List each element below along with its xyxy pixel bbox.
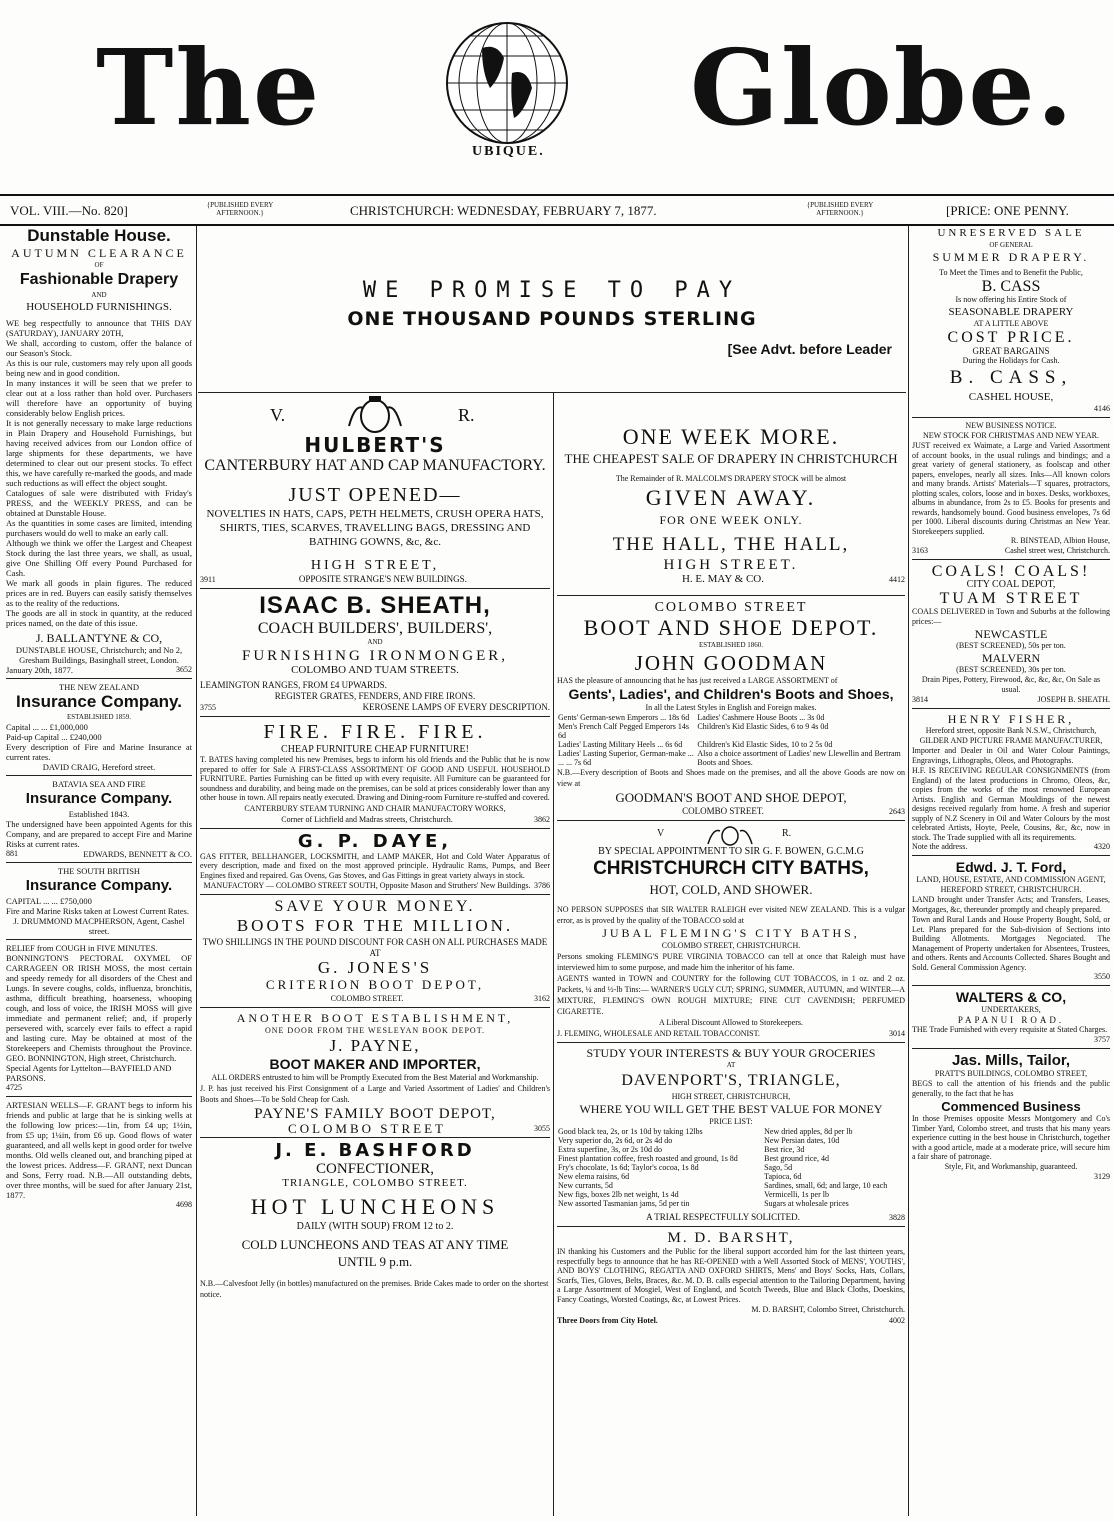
- ad-text: T. BATES having completed his new Premises, begs to inform his old friends and the Public that he is now prepared to offer for Sale A FIRST-CLASS ASSORTMENT OF GOOD AND USEFUL HOUSEHOLD FURNITURE. Parties Furnishing can be fitted up with every requisite. All Furniture can be guaranteed for soundness and durability, and being made on the premises, can be sold at prices considerably lower than any other house in town. All repairs neatly executed. Drawing and Dining-room Furniture re-stuffed and covered.: [200, 755, 550, 802]
- ad-line: CANTERBURY HAT AND CAP MANUFACTORY.: [204, 457, 546, 474]
- price-cell: Children's Kid Elastic Sides, 6 to 9 4s 0d: [697, 722, 829, 731]
- dateline: [0, 194, 1114, 226]
- ad-text: TWO SHILLINGS IN THE POUND DISCOUNT FOR CASH ON ALL PURCHASES MADE AT: [202, 937, 548, 958]
- ad-address: OPPOSITE STRANGE'S NEW BUILDINGS.: [298, 574, 467, 584]
- ad-text: BEGS to call the attention of his friends and the public generally, to the fact that he has: [912, 1079, 1110, 1098]
- ad-line: Established 1843.: [68, 809, 130, 819]
- ad-line: Capital ... ... £1,000,000: [6, 722, 88, 732]
- ad-south-british-insurance: [6, 866, 192, 936]
- price-cell: Sugars at wholesale prices: [764, 1199, 849, 1208]
- ad-isaac-sheath: [200, 592, 550, 713]
- ad-line: PRICE LIST:: [709, 1117, 753, 1126]
- banner-line: ONE THOUSAND POUNDS STERLING: [347, 308, 757, 330]
- ad-bashford: [200, 1141, 550, 1300]
- column-1: [6, 226, 192, 1516]
- ad-line: BY SPECIAL APPOINTMENT TO SIR G. F. BOWEN, G.C.M.G: [598, 846, 864, 857]
- ad-line: FURNISHING IRONMONGER,: [241, 648, 508, 664]
- ad-line: GILDER AND PICTURE FRAME MANUFACTURER,: [919, 736, 1103, 745]
- ad-title: CHRISTCHURCH CITY BATHS,: [593, 858, 869, 879]
- ad-line: PAYNE'S FAMILY BOOT DEPOT,: [254, 1106, 496, 1122]
- ad-number: 3550: [1094, 972, 1110, 981]
- ad-line: STUDY YOUR INTERESTS & BUY YOUR GROCERIES: [586, 1046, 876, 1060]
- ad-number: 3755: [200, 703, 216, 712]
- ad-one-week-more: [557, 396, 905, 585]
- ad-signature: M. D. BARSHT, Colombo Street, Christchurch.: [751, 1305, 905, 1314]
- ad-line: Three Doors from City Hotel.: [557, 1316, 658, 1325]
- banner-line: [See Advt. before Leader: [727, 341, 892, 357]
- price-cell: Ladies' Lasting Superior, German-make ... ... ... 7s 6d: [558, 749, 694, 767]
- ad-text: HAS the pleasure of announcing that he has just received a LARGE ASSORTMENT of: [557, 676, 838, 685]
- ad-number: 3786: [534, 881, 550, 890]
- ad-line: COLOMBO STREET: [654, 600, 808, 615]
- price-cell: Very superior do, 2s 6d, or 2s 4d do: [558, 1136, 673, 1145]
- ad-city-baths: [557, 824, 905, 1039]
- ad-text: A Liberal Discount Allowed to Storekeepers.: [659, 1018, 803, 1027]
- ad-line: HIGH STREET.: [663, 557, 799, 573]
- volume-number: VOL. VIII.—No. 820]: [10, 203, 128, 218]
- price-cell: New assorted Tasmanian jams, 5d per tin: [558, 1199, 690, 1208]
- ad-line: JUBAL FLEMING'S CITY BATHS,: [602, 926, 860, 940]
- ad-line: B. CASS,: [949, 367, 1073, 388]
- ad-text: We shall, according to custom, offer the balance of our Season's Stock.: [6, 338, 192, 358]
- ad-line: MALVERN: [981, 651, 1041, 665]
- ad-agent: EDWARDS, BENNETT & CO.: [83, 849, 192, 859]
- ad-text: Is now offering his Entire Stock of: [955, 295, 1067, 304]
- ad-text: NOVELTIES IN HATS, CAPS, PETH HELMETS, CRUSH OPERA HATS, SHIRTS, TIES, SCARVES, TRAVELLING BAGS, DRESSING AND BATHING GOWNS, &c, &c.: [206, 508, 544, 548]
- price-cell: Children's Kid Elastic Sides, 10 to 2 5s 0d: [697, 740, 833, 749]
- ad-text: COALS DELIVERED in Town and Suburbs at the following prices:—: [912, 607, 1110, 626]
- ad-text: BONNINGTON'S PECTORAL OXYMEL OF CARRAGEEN OR IRISH MOSS, the most certain and speedy remedy for all disorders of the Chest and Lungs. In severe coughs, colds, influenza, bronchitis, asthma, difficult breathing, hoarseness, whooping cough, and loss of voice, the IRISH MOSS will give immediate and permanent relief; and, if properly persevered with, scarcely ever fails to effect a rapid and lasting cure. May be obtained at most of the Storekeepers and Chemists throughout the Province. GEO. BONNINGTON, High street, Christchurch.: [6, 953, 192, 1063]
- ad-address: HIGH STREET, CHRISTCHURCH,: [671, 1092, 791, 1101]
- ad-text: We mark all goods in plain figures. The reduced prices are in red. Buyers can easily satisfy themselves as to the reality of the reductions.: [6, 578, 192, 608]
- ad-line: Gents', Ladies', and Children's Boots and Shoes,: [568, 686, 894, 702]
- ad-line: In all the Latest Styles in English and Foreign makes.: [645, 703, 817, 712]
- ad-number: 4002: [889, 1316, 905, 1325]
- ad-line: BATAVIA SEA AND FIRE: [52, 779, 146, 789]
- grocery-price-table: [557, 1127, 905, 1208]
- ad-line: AUTUMN CLEARANCE: [11, 246, 187, 260]
- ad-line: LAND, HOUSE, ESTATE, AND COMMISSION AGENT,: [916, 875, 1106, 884]
- ad-line: (BEST SCREENED), 30s per ton.: [956, 665, 1066, 674]
- ad-text: In many instances it will be seen that we prefer to clear out at a loss rather than hold over. Purchasers will therefore have an opportunity of buying considerably below English prices.: [6, 378, 192, 418]
- ad-text: WE beg respectfully to announce that THIS DAY (SATURDAY), JANUARY 20TH,: [6, 318, 192, 338]
- ad-line: NEWCASTLE: [974, 627, 1048, 641]
- ad-edwd-ford: [912, 859, 1110, 982]
- ad-text: GAS FITTER, BELLHANGER, LOCKSMITH, and LAMP MAKER, Hot and Cold Water Apparatus of every description, made and fixed on the most approved principle. Hydraulic Rams, Pumps, and Beer Engines fixed and repaired. Gas Ovens, Gas Stoves, and Gas Fittings in great variety always in stock.: [200, 851, 550, 880]
- ad-line: HOUSEHOLD FURNISHINGS.: [26, 301, 172, 313]
- price-cell: Best rice, 3d: [764, 1145, 805, 1154]
- ad-bonnington-oxymel: [6, 943, 192, 1093]
- ad-line: ONE DOOR FROM THE WESLEYAN BOOK DEPOT.: [264, 1026, 485, 1035]
- ad-firm: H. E. MAY & CO.: [681, 573, 764, 585]
- ad-address: COLOMBO STREET, CHRISTCHURCH.: [661, 941, 801, 950]
- ad-text: IN thanking his Customers and the Public for the liberal support accorded him for the last thirteen years, respectfully begs to announce that he has RE-OPENED with a Well Assorted Stock of MENS', YOUTHS', AND BOYS' CLOTHING, REGATTA AND OXFORD SHIRTS, Mens' and Boys' Socks, Hats, Collars, Scarfs, Ties, Gloves, Belts, Braces, &c. M. D. B. calls especial attention to the Tailoring Department, having a Large Assortment of Mosgiel, West of England, and Scotch Tweeds, Blue and Black Cloths, Doeskins, Fancy Coatings, Worsted Coatings, &c, at Lowest Prices.: [557, 1247, 905, 1304]
- ad-line: G. JONES'S: [317, 958, 433, 977]
- ad-title: Insurance Company.: [25, 877, 173, 894]
- ad-signature: JOSEPH B. SHEATH.: [1037, 695, 1110, 704]
- ad-text: N.B.—Every description of Boots and Shoes made on the premises, and all the above Goods are now on view at: [557, 768, 905, 788]
- ad-line: JUST OPENED—: [288, 484, 462, 506]
- ad-title: BOOT AND SHOE DEPOT.: [583, 615, 879, 640]
- ad-number: 3163: [912, 546, 928, 555]
- ad-title: COALS! COALS!: [931, 563, 1091, 580]
- ad-line: CITY COAL DEPOT,: [966, 579, 1056, 590]
- masthead-title-right: Globe.: [690, 26, 1075, 149]
- ad-number: 4698: [176, 1200, 192, 1209]
- ad-line: NEW STOCK FOR CHRISTMAS AND NEW YEAR.: [923, 431, 1099, 440]
- ad-title: Jas. Mills, Tailor,: [951, 1052, 1071, 1069]
- ad-line: A TRIAL RESPECTFULLY SOLICITED.: [646, 1212, 800, 1222]
- boot-price-table: [557, 713, 905, 767]
- ad-number: 3014: [889, 1029, 905, 1038]
- ad-number: 4725: [6, 1083, 22, 1092]
- ad-number: 3757: [1094, 1035, 1110, 1044]
- ad-text: THE Trade Furnished with every requisite at Stated Charges.: [912, 1025, 1108, 1034]
- price-cell: Gents' German-sewn Emperors ... 18s 6d: [558, 713, 690, 722]
- ad-jones-criterion: [200, 898, 550, 1004]
- ad-line: OF GENERAL: [989, 241, 1033, 249]
- ad-number: 2643: [889, 807, 905, 816]
- ad-text: Fire and Marine Risks taken at Lowest Current Rates.: [6, 906, 189, 916]
- price-cell: Extra superfine, 3s, or 2s 10d do: [558, 1145, 662, 1154]
- ad-line: DAILY (WITH SOUP) FROM 12 to 2.: [296, 1221, 454, 1232]
- ad-address: Cashel street west, Christchurch.: [1004, 546, 1110, 555]
- published-note-left: {PUBLISHED EVERY AFTERNOON.}: [206, 201, 274, 217]
- ad-batavia-insurance: [6, 779, 192, 859]
- ad-line: LEAMINGTON RANGES, FROM £4 UPWARDS.: [200, 680, 387, 690]
- ad-line: Note the address.: [912, 842, 968, 851]
- ad-line: SEASONABLE DRAPERY: [948, 306, 1074, 318]
- ad-title: ISAAC B. SHEATH,: [259, 592, 491, 619]
- ad-line: GIVEN AWAY.: [645, 485, 817, 510]
- masthead: [0, 0, 1114, 192]
- ad-date: January 20th, 1877.: [6, 665, 74, 675]
- ad-number: 3162: [534, 994, 550, 1003]
- ad-line: Special Agents for Lyttelton—BAYFIELD AND PARSONS.: [6, 1063, 172, 1083]
- ad-number: 3828: [889, 1213, 905, 1222]
- ad-line: AND: [367, 638, 383, 646]
- ad-title: FIRE. FIRE. FIRE.: [263, 721, 487, 743]
- ad-barsht: [557, 1230, 905, 1326]
- ad-line: THE NEW ZEALAND: [58, 682, 140, 692]
- ad-title: HENRY FISHER,: [947, 712, 1075, 726]
- ad-address: PAPANUI ROAD.: [957, 1015, 1065, 1025]
- ad-binstead: [912, 421, 1110, 556]
- ad-number: 3055: [533, 1124, 550, 1133]
- ad-text: Importer and Dealer in Oil and Water Colour Paintings, Engravings, Lithographs, Oleos, and Photographs.: [912, 746, 1110, 765]
- ad-line: Fashionable Drapery: [19, 271, 179, 288]
- ad-line: AT A LITTLE ABOVE: [973, 319, 1049, 328]
- ad-line: ESTABLISHED 1859.: [67, 713, 131, 721]
- ad-title: Insurance Company.: [25, 790, 173, 807]
- ad-line: BOOT MAKER AND IMPORTER,: [269, 1056, 481, 1072]
- ad-address: DUNSTABLE HOUSE, Christchurch; and No 2, Gresham Buildings, Basinghall street, London.: [15, 645, 183, 665]
- masthead-title-left: The: [96, 26, 322, 149]
- ad-line: Style, Fit, and Workmanship, guaranteed.: [944, 1161, 1078, 1171]
- ad-line: THE CHEAPEST SALE OF DRAPERY IN CHRISTCHURCH: [564, 451, 898, 466]
- ad-number: 3652: [176, 665, 192, 674]
- ad-address: PRATT'S BUILDINGS, COLOMBO STREET,: [934, 1069, 1088, 1078]
- price-cell: New figs, boxes 2lb net weight, 1s 4d: [558, 1190, 679, 1199]
- ad-number: 4412: [888, 575, 905, 584]
- ad-new-zealand-insurance: [6, 682, 192, 772]
- price-cell: Vermicelli, 1s per lb: [764, 1190, 829, 1199]
- ad-text: AGENTS wanted in TOWN and COUNTRY for the following CUT TOBACCOS, in 1 oz. and 2 oz. Packets, ¼ and ½-lb Tins:— WARNER'S UGLY CUT; SPRING, SUMMER, AUTUMN, and WINTER—A MIXTURE, FLEMING'S OWN ROUGH MIXTURE; FINE CUT CAVENDISH; PERFUMED CIGARETTE.: [557, 974, 905, 1016]
- ad-line: REGISTER GRATES, FENDERS, AND FIRE IRONS.: [274, 691, 476, 701]
- ad-walters-undertakers: [912, 989, 1110, 1045]
- ad-line: TUAM STREET: [939, 590, 1083, 607]
- price-cell: Sago, 5d: [764, 1163, 793, 1172]
- ad-line: THE SOUTH BRITISH: [57, 866, 141, 876]
- ad-address: COLOMBO STREET: [288, 1121, 446, 1136]
- ad-line: GREAT BARGAINS: [972, 346, 1050, 356]
- price-cell: Ladies' Lasting Military Heels ... 6s 6d: [558, 740, 683, 749]
- ad-line: V: [657, 828, 665, 839]
- price-cell: Ladies' Cashmere House Boots ... 3s 0d: [697, 713, 825, 722]
- ad-title: J. PAYNE,: [329, 1036, 421, 1055]
- column-rule: [553, 392, 554, 1516]
- ad-fire-furniture: [200, 720, 550, 825]
- published-note-right: {PUBLISHED EVERY AFTERNOON.}: [806, 201, 874, 217]
- ad-text: To Meet the Times and to Benefit the Public,: [939, 268, 1083, 277]
- ad-text: It is not generally necessary to make large reductions in Plain Drapery and Household Furnishings, but having received advices from our London office of large shipments for these departments, we have determined to clear out our present stocks. To effect this, we have carefully re-marked the goods, and made such reductions as will effect the object sought.: [6, 418, 192, 488]
- ad-number: 4320: [1094, 842, 1110, 851]
- ad-text: The goods are all in stock in quantity, at the reduced prices named, on the date of this issue.: [6, 608, 192, 628]
- price-cell: New dried apples, 8d per lb: [764, 1127, 853, 1136]
- ad-agent: J. DRUMMOND MACPHERSON, Agent, Cashel street.: [13, 916, 185, 936]
- ad-address: CASHEL HOUSE,: [968, 391, 1054, 403]
- ad-address: COLOMBO STREET.: [330, 994, 404, 1003]
- ad-number: 881: [6, 849, 18, 858]
- ad-number: 4146: [1094, 404, 1110, 413]
- ad-address: Corner of Lichfield and Madras streets, Christchurch.: [281, 814, 453, 824]
- ad-text: JUST received ex Waimate, a Large and Varied Assortment of account books, in the usual rulings and bindings; and a great variety of general stationery, as foolscap and other papers, envelopes, nearly all sizes. Inks—All known colors and many brands. Artists' Materials—T squares, protractors, plotting scales, colors, loose and in boxes. Desks, workboxes, albums in abundance, from 2s to £5. Books for presents and rewards, handsomely bound. Good business envelopes, 7s 6d per 1000. Liberal discounts during Christmas an New Year. Storekeepers supplied.: [912, 441, 1110, 536]
- ad-dunstable-house: [6, 226, 192, 675]
- ad-title: Insurance Company.: [16, 692, 182, 711]
- ad-line: HIGH STREET,: [310, 558, 440, 573]
- column-4: [912, 226, 1110, 1516]
- ad-line: AT: [726, 1061, 736, 1069]
- price-cell: New elema raisins, 6d: [558, 1172, 630, 1181]
- globe-icon: [442, 18, 572, 148]
- ad-title: DAVENPORT'S, TRIANGLE,: [621, 1072, 841, 1089]
- ad-address: COLOMBO STREET.: [682, 806, 764, 816]
- ad-line: CAPITAL ... ... £750,000: [6, 896, 92, 906]
- ad-daye: [200, 832, 550, 892]
- ad-signature: R. BINSTEAD, Albion House,: [1010, 536, 1110, 545]
- ad-text: The undersigned have been appointed Agents for this Company, and are prepared to accept Fire and Marine Risks at current rates.: [6, 819, 192, 849]
- ad-text: As this is our rule, customers may rely upon all goods being new and in good condition.: [6, 358, 192, 378]
- ad-line: R.: [782, 828, 792, 839]
- ad-text: LAND brought under Transfer Acts; and Transfers, Leases, Mortgages, &c, thereunder promptly and cheaply prepared.: [912, 895, 1110, 914]
- ad-line: CRITERION BOOT DEPOT,: [265, 977, 485, 992]
- ad-text: Every description of Fire and Marine Insurance at current rates.: [6, 742, 192, 762]
- ad-text: NO PERSON SUPPOSES that SIR WALTER RALEIGH ever visited NEW ZEALAND. This is a vulgar error, as is proved by the quality of the TOBACCO sold at: [557, 905, 905, 925]
- ad-text: Town and Rural Lands and House Property Bought, Sold, or Let. Plans prepared for the Sub-division of Sections into Building Allotments. Mortgages Negociated. The Management of Property undertaken for Absentees, Trustees, and others. Rents and Accounts Collected. Shares Bought and Sold. General Commission Agency.: [912, 915, 1110, 972]
- ad-text: Although we think we offer the Largest and Cheapest Stock during the last three years, we shall, as usual, give One Shilling Off every Pound Purchased for Cash.: [6, 538, 192, 578]
- ad-line: V.: [270, 405, 286, 425]
- issue-date: CHRISTCHURCH: WEDNESDAY, FEBRUARY 7, 1877.: [350, 203, 657, 218]
- ad-goodman-boots: [557, 599, 905, 817]
- ad-title: Dunstable House.: [27, 226, 171, 245]
- price-cell: New Persian dates, 10d: [764, 1136, 840, 1145]
- price-cell: Finest plantation coffee, fresh roasted and ground, 1s 8d: [558, 1154, 738, 1163]
- ad-cass-drapery: [912, 226, 1110, 414]
- ad-line: COLD LUNCHEONS AND TEAS AT ANY TIME: [241, 1237, 509, 1252]
- price-cell: Men's French Calf Pegged Emperors 14s 6d: [558, 722, 689, 740]
- ad-title: RELIEF from COUGH in FIVE MINUTES.: [6, 943, 158, 953]
- ad-promise-to-pay: [198, 276, 906, 388]
- ad-agent: DAVID CRAIG, Hereford street.: [42, 762, 156, 772]
- ad-line: ANOTHER BOOT ESTABLISHMENT,: [236, 1011, 514, 1025]
- ad-number: 3814: [912, 695, 928, 704]
- price-cell: Good black tea, 2s, or 1s 10d by taking 12lbs: [558, 1127, 703, 1136]
- ad-text: ALL ORDERS entrusted to him will be Promptly Executed from the Best Material and Workmanship.: [211, 1073, 539, 1082]
- ad-title: HULBERT'S: [304, 433, 446, 457]
- ad-line: CANTERBURY STEAM TURNING AND CHAIR MANUFACTORY WORKS,: [244, 803, 506, 813]
- ad-title: SAVE YOUR MONEY.: [274, 898, 476, 915]
- ad-text: Persons smoking FLEMING'S PURE VIRGINIA TOBACCO can tell at once that Raleigh must have interviewed him to some purpose, and made him the inheritor of his fame.: [557, 952, 905, 972]
- ad-address: HEREFORD STREET, CHRISTCHURCH.: [940, 885, 1082, 894]
- banner-line: WE PROMISE TO PAY: [362, 278, 742, 303]
- ad-line: COACH BUILDERS', BUILDERS',: [257, 620, 493, 637]
- ad-line: UNRESERVED SALE: [937, 227, 1085, 239]
- ad-line: THE HALL, THE HALL,: [612, 534, 850, 555]
- ad-line: COST PRICE.: [947, 329, 1075, 346]
- ad-title: M. D. BARSHT,: [667, 1230, 795, 1246]
- ad-text: As the quantities in some cases are limited, intending purchasers would do well to make an early call.: [6, 518, 192, 538]
- ad-line: JOHN GOODMAN: [634, 651, 828, 675]
- ad-line: CHEAP FURNITURE CHEAP FURNITURE!: [281, 744, 469, 755]
- ad-line: FOR ONE WEEK ONLY.: [659, 513, 803, 527]
- ad-line: GOODMAN'S BOOT AND SHOE DEPOT,: [615, 790, 847, 805]
- ad-henry-fisher: [912, 712, 1110, 852]
- ad-title: G. P. DAYE,: [297, 830, 453, 852]
- ad-text: H.F. IS RECEIVING REGULAR CONSIGNMENTS (from England) of the latest productions in Chromo, Oleos, &c, copies from the works of the most renowned European Artists. English and German Mouldings of the newest designs received regularly from home. A fresh and superior supply of N.Z Scenery in Oil and Water Colours by the most celebrated Artists, Hoyte, Peele, Cousins, &c, &c, now in stock. The Trade supplied with all its requirements.: [912, 766, 1110, 842]
- royal-arms-icon: [705, 824, 755, 846]
- price-cell: Tapioca, 6d: [764, 1172, 802, 1181]
- price-cell: Fry's chocolate, 1s 6d; Taylor's cocoa, 1s 8d: [558, 1163, 699, 1172]
- ad-title: J. E. BASHFORD: [275, 1140, 475, 1161]
- ad-number: 3862: [533, 814, 550, 824]
- ad-line: Commenced Business: [941, 1099, 1081, 1114]
- royal-arms-icon: [345, 396, 405, 434]
- ad-address: Hereford street, opposite Bank N.S.W., Christchurch,: [925, 726, 1097, 735]
- column-3: [557, 396, 905, 1516]
- ad-address: COLOMBO AND TUAM STREETS.: [291, 664, 459, 676]
- ad-line: AND: [91, 291, 107, 299]
- ad-text: N.B.—Calvesfoot Jelly (in bottles) manufactured on the premises. Bride Cakes made to order on the shortest notice.: [200, 1279, 549, 1299]
- ad-line: WHERE YOU WILL GET THE BEST VALUE FOR MONEY: [579, 1102, 883, 1116]
- price-cell: New currants, 5d: [558, 1181, 613, 1190]
- ad-text: In those Premises opposite Messrs Montgomery and Co's Timber Yard, Colombo street, and trusts that his many years experience cutting in the best house in Christchurch, together with a good article, made at a moderate price, will secure him a fair share of patronage.: [912, 1114, 1110, 1161]
- ad-text: Catalogues of sale were distributed with Friday's PRESS, and the WEEKLY PRESS, and can be obtained at Dunstable House.: [6, 488, 192, 518]
- ad-line: R.: [458, 405, 475, 425]
- ad-line: UNTIL 9 p.m.: [337, 1254, 413, 1269]
- price-cell: Sardines, small, 6d; and large, 10 each: [764, 1181, 888, 1190]
- ad-number: 3911: [200, 575, 216, 584]
- column-rule: [908, 226, 909, 1516]
- price: [PRICE: ONE PENNY.: [946, 203, 1069, 218]
- ad-artesian-wells: [6, 1100, 192, 1210]
- ad-davenport-groceries: [557, 1046, 905, 1223]
- ad-line: NEW BUSINESS NOTICE.: [965, 421, 1057, 430]
- ad-address: MANUFACTORY — COLOMBO STREET SOUTH, Opposite Mason and Struthers' New Buildings.: [203, 881, 531, 890]
- ad-line: ESTABLISHED 1860.: [699, 641, 763, 649]
- price-cell: Also a choice assortment of Ladies' new Llewellin and Bertram Boots and Shoes.: [697, 749, 901, 767]
- ad-title: Edwd. J. T. Ford,: [955, 859, 1067, 875]
- column-rule: [196, 226, 197, 1516]
- ad-line: OF: [94, 261, 104, 269]
- ad-city-coal-depot: [912, 563, 1110, 705]
- ad-line: HOT LUNCHEONS: [250, 1194, 500, 1219]
- ad-line: Paid-up Capital ... £240,000: [6, 732, 102, 742]
- ad-line: HOT, COLD, AND SHOWER.: [649, 882, 813, 897]
- ad-signature: J. FLEMING, WHOLESALE AND RETAIL TOBACCONIST.: [557, 1029, 760, 1038]
- ad-text: Drain Pipes, Pottery, Firewood, &c, &c, &c, On Sale as usual.: [921, 675, 1101, 694]
- ad-address: TRIANGLE, COLOMBO STREET.: [282, 1177, 468, 1189]
- ad-line: (BEST SCREENED), 50s per ton.: [956, 641, 1066, 650]
- column-2: [200, 396, 550, 1516]
- ad-line: CONFECTIONER,: [316, 1161, 434, 1177]
- ad-jas-mills: [912, 1052, 1110, 1182]
- ad-title: WALTERS & CO,: [955, 989, 1067, 1005]
- ad-number: 3129: [1094, 1171, 1110, 1181]
- masthead-motto: UBIQUE.: [472, 144, 545, 159]
- ad-title: B. CASS: [981, 278, 1041, 295]
- ad-text: ARTESIAN WELLS—F. GRANT begs to inform his friends and public at large that he is sinking wells at the following low prices:—1in, from £4 up; 1½in, from £5 up; 1¼in, from £6 up. Good flows of water guaranteed, and all wells kept in good order for twelve months. Old wells cleaned out, and branching piped at the lowest prices. Address—F. GRANT, next Duncan and Sons, Ferry road. N.B.—All outstanding debts, over three months, will be sued for after January 21st, 1877.: [6, 1100, 192, 1200]
- ad-payne: [200, 1011, 550, 1134]
- ad-hulbert: [200, 396, 550, 585]
- ad-firm: J. BALLANTYNE & CO,: [35, 631, 163, 645]
- ad-line: During the Holidays for Cash.: [962, 356, 1060, 365]
- ad-text: The Remainder of R. MALCOLM'S DRAPERY STOCK will be almost: [615, 474, 847, 483]
- ad-line: SUMMER DRAPERY.: [932, 250, 1090, 264]
- ad-line: UNDERTAKERS,: [981, 1005, 1041, 1014]
- ad-line: BOOTS FOR THE MILLION.: [236, 916, 514, 935]
- ad-text: J. P. has just received his First Consignment of a Large and Varied Assortment of Ladies' and Children's Boots and Shoes—To be Sold Cheap for Cash.: [200, 1084, 550, 1104]
- price-cell: Best ground rice, 4d: [764, 1154, 829, 1163]
- ad-title: ONE WEEK MORE.: [622, 424, 840, 449]
- ad-line: KEROSENE LAMPS OF EVERY DESCRIPTION.: [362, 702, 550, 712]
